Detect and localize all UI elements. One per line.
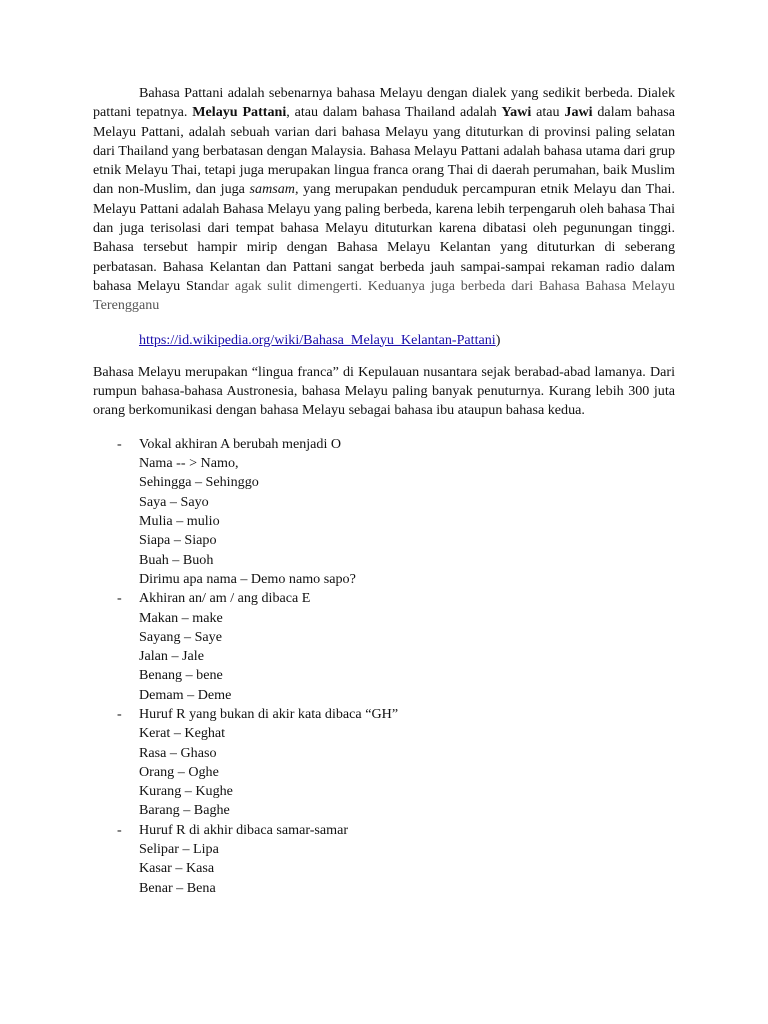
intro-text: , atau dalam bahasa Thailand adalah: [286, 104, 502, 121]
word-example: Selipar – Lipa: [139, 841, 219, 858]
document-page: [93, 84, 675, 898]
word-example: Benang – bene: [139, 667, 223, 684]
word-example: Sayang – Saye: [139, 628, 222, 645]
word-example: Barang – Baghe: [139, 802, 230, 819]
rule-heading: Huruf R yang bukan di akir kata dibaca “GH”: [139, 706, 399, 722]
list-bullet: -: [117, 590, 122, 607]
intro-text: , yang merupakan penduduk percampuran etnik Melayu dan Thai. Melayu Pattani adalah Bahasa Melayu yang paling berbeda, karena lebih terpengaruh oleh bahasa Thai dan juga terisolasi dari tempat bahasa Melayu dituturkan karena dibatasi oleh pegunungan tinggi. Bahasa tersebut hampir mirip dengan Bahasa Melayu Kelantan yang dituturkan di seberang perbatasan. Bahasa Kelantan dan Pattani sangat berbeda jauh sampai-sampai rekaman radio dalam bahasa Melayu Stan: [93, 181, 675, 294]
word-example: Dirimu apa nama – Demo namo sapo?: [139, 570, 356, 587]
word-example: Makan – make: [139, 609, 223, 626]
dialect-rules-list: [93, 435, 675, 898]
list-lines: [139, 435, 356, 589]
source-link[interactable]: https://id.wikipedia.org/wiki/Bahasa_Melayu_Kelantan-Pattani: [139, 331, 496, 348]
word-example: Siapa – Siapo: [139, 532, 217, 549]
intro-text: dalam bahasa Melayu Pattani, adalah sebuah varian dari bahasa Melayu yang dituturkan di provinsi paling selatan dari Thailand yang berbatasan dengan Malaysia. Bahasa Melayu Pattani adalah bahasa utama dari grup etnik Melayu Thai, tetapi juga merupakan lingua franca orang Thai di daerah perumahan, baik Muslim dan non-Muslim, dan juga: [93, 104, 675, 198]
list-lines: [139, 589, 310, 705]
word-example: Kasar – Kasa: [139, 860, 215, 877]
word-example: Saya – Sayo: [139, 493, 209, 510]
word-example: Demam – Deme: [139, 686, 232, 703]
word-example: Sehingga – Sehinggo: [139, 474, 259, 491]
rule-heading: Vokal akhiran A berubah menjadi O: [139, 435, 342, 452]
rule-heading: Huruf R di akhir dibaca samar-samar: [139, 821, 349, 838]
rule-heading: Akhiran an/ am / ang dibaca E: [139, 590, 311, 607]
list-item: [93, 589, 675, 705]
word-example: Rasa – Ghaso: [139, 744, 217, 761]
list-lines: [139, 705, 398, 821]
word-example: Mulia – mulio: [139, 513, 220, 530]
bold-melayu-pattani: Melayu Pattani: [192, 104, 287, 121]
list-lines: [139, 821, 348, 898]
intro-paragraph: [93, 84, 675, 316]
word-example: Orang – Oghe: [139, 763, 219, 780]
source-link-line: [139, 331, 675, 350]
word-example: Nama -- > Namo,: [139, 455, 239, 472]
italic-samsam: samsam: [249, 181, 295, 198]
lingua-franca-paragraph: Bahasa Melayu merupakan “lingua franca” di Kepulauan nusantara sejak berabad-abad lamanya. Dari rumpun bahasa-bahasa Austronesia, bahasa Melayu paling banyak penuturnya. Kurang lebih 300 juta orang berkomunikasi dengan bahasa Melayu sebagai bahasa ibu ataupun bahasa kedua.: [93, 363, 675, 419]
bold-yawi: Yawi: [501, 104, 532, 121]
list-bullet: -: [117, 435, 122, 452]
word-example: Benar – Bena: [139, 879, 216, 896]
list-item: [93, 435, 675, 589]
intro-text: Bahasa Pattani adalah sebenarnya bahasa Melayu dengan dialek yang sedikit berbeda. Dialek pattani tepatnya.: [93, 85, 675, 121]
list-bullet: -: [117, 821, 122, 838]
link-close-paren: ): [495, 331, 501, 348]
intro-text: atau: [531, 104, 565, 121]
bold-jawi: Jawi: [564, 104, 593, 121]
list-item: [93, 705, 675, 821]
word-example: Buah – Buoh: [139, 551, 214, 568]
list-bullet: -: [117, 706, 122, 722]
word-example: Jalan – Jale: [139, 648, 204, 665]
intro-text-grey: dar agak sulit dimengerti. Keduanya juga berbeda dari Bahasa Bahasa Melayu Terengganu: [93, 277, 675, 314]
list-item: [93, 821, 675, 898]
word-example: Kurang – Kughe: [139, 783, 233, 800]
word-example: Kerat – Keghat: [139, 725, 226, 742]
